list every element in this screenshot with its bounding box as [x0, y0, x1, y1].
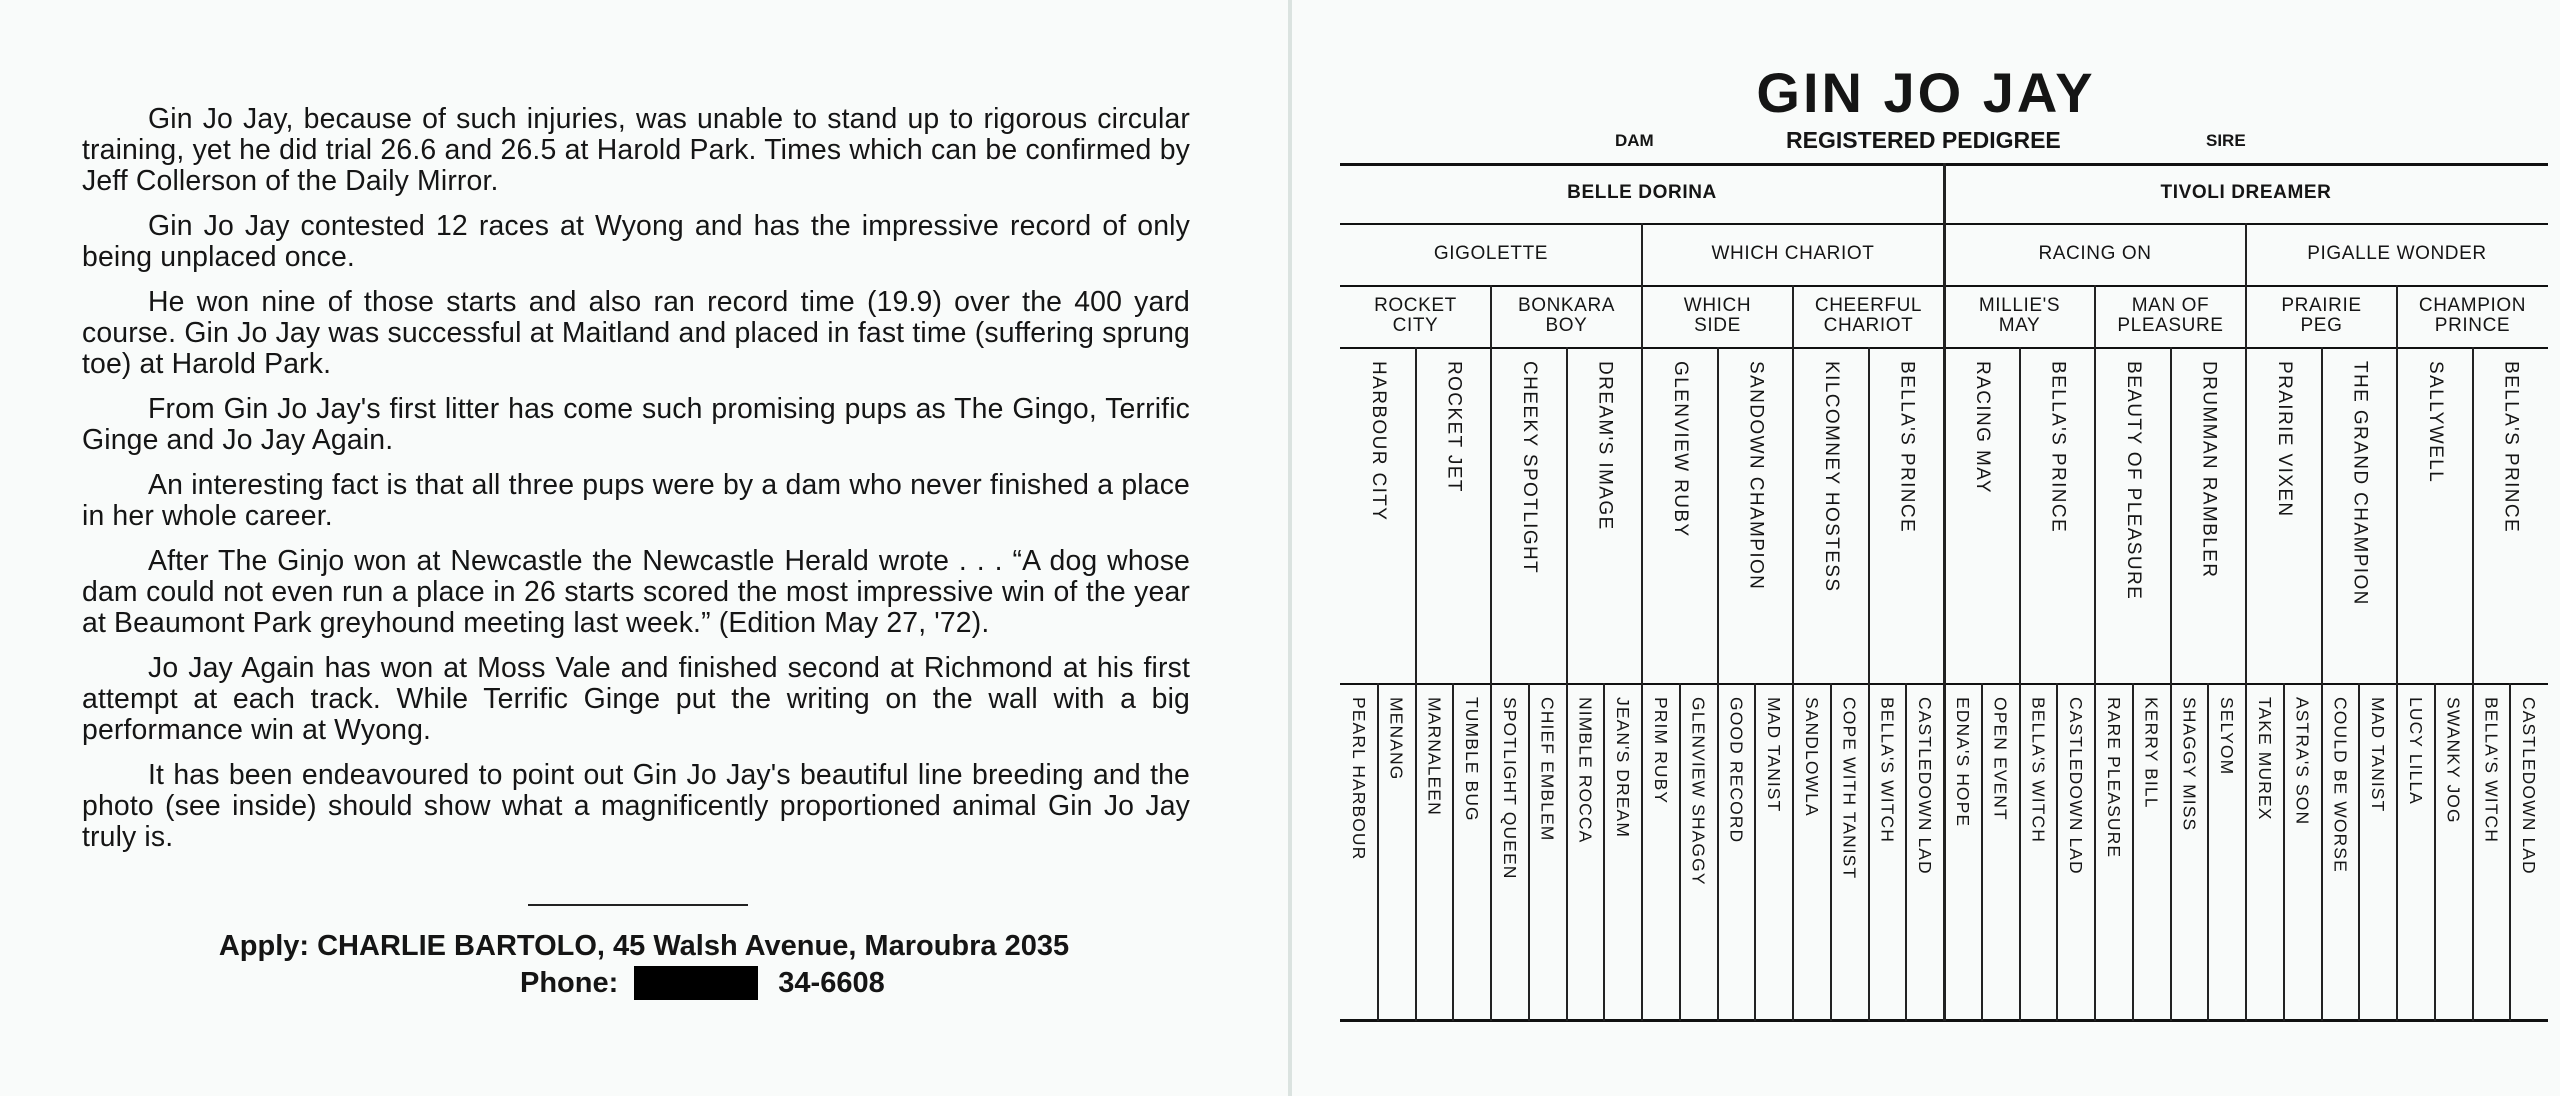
- gen5-ancestor-name: MAD TANIST: [2368, 697, 2389, 813]
- gen3-divider: [1792, 285, 1794, 1021]
- gen5-ancestor-name: MARNALEEN: [1424, 697, 1445, 816]
- gen5-ancestor-name: CHIEF EMBLEM: [1537, 697, 1558, 842]
- gen5-divider: [1452, 683, 1454, 1021]
- story-paragraph: After The Ginjo won at Newcastle the Newcastle Herald wrote . . . “A dog whose dam could not even run a place in 26 starts scored the most impressive win of the year at Beaumont Park greyhound meeting last week.” (Edition May 27, '72).: [82, 545, 1190, 639]
- gen5-divider: [2132, 683, 2134, 1021]
- gen5-ancestor-name: JEAN'S DREAM: [1613, 697, 1634, 839]
- gen4-ancestor-name: BELLA'S PRINCE: [1896, 361, 1918, 534]
- story-paragraph: An interesting fact is that all three pups were by a dam who never finished a place in her whole career.: [82, 469, 1190, 532]
- redaction-bar: [634, 966, 758, 1000]
- gen5-divider: [1679, 683, 1681, 1021]
- gen5-ancestor-name: TAKE MUREX: [2254, 697, 2275, 821]
- parent-name: BELLE DORINA: [1567, 182, 1717, 203]
- story-paragraph: From Gin Jo Jay's first litter has come such promising pups as The Gingo, Terrific Ginge and Jo Jay Again.: [82, 393, 1190, 456]
- gen5-ancestor-name: NIMBLE ROCCA: [1575, 697, 1596, 844]
- gen4-ancestor-name: KILCOMNEY HOSTESS: [1820, 361, 1842, 593]
- gen5-divider: [1377, 683, 1379, 1021]
- gen5-ancestor-name: LUCY LILLA: [2405, 697, 2426, 805]
- gen5-divider: [1603, 683, 1605, 1021]
- name-line: PRAIRIE: [2281, 295, 2362, 316]
- pedigree-subtitle: REGISTERED PEDIGREE: [1786, 127, 2061, 153]
- name-line: ROCKET: [1374, 295, 1457, 316]
- phone-label: Phone:: [520, 967, 619, 1000]
- gen4-ancestor-name: PRAIRIE VIXEN: [2273, 361, 2295, 518]
- gen5-divider: [1830, 683, 1832, 1021]
- gen4-ancestor-name: THE GRAND CHAMPION: [2349, 361, 2371, 606]
- name-line: MILLIE'S: [1978, 295, 2061, 316]
- gen5-divider: [2207, 683, 2209, 1021]
- gen5-divider: [2358, 683, 2360, 1021]
- gen4-divider: [1566, 347, 1568, 1021]
- gen5-ancestor-name: CASTLEDOWN LAD: [1915, 697, 1936, 875]
- gen5-divider: [2509, 683, 2511, 1021]
- gen4-ancestor-name: ROCKET JET: [1443, 361, 1465, 493]
- apply-contact: Apply: CHARLIE BARTOLO, 45 Walsh Avenue, Maroubra 2035: [218, 930, 1070, 962]
- gen4-ancestor-name: SANDOWN CHAMPION: [1745, 361, 1767, 591]
- gen4-ancestor-name: DRUMMAN RAMBLER: [2198, 361, 2220, 579]
- gen4-divider: [1415, 347, 1417, 1021]
- story-paragraph: It has been endeavoured to point out Gin Jo Jay's beautiful line breeding and the photo (see inside) should show what a magnificently proportioned animal Gin Jo Jay truly is.: [82, 759, 1190, 853]
- great-grandparent-name: [2246, 285, 2397, 347]
- gen5-ancestor-name: MENANG: [1386, 697, 1407, 781]
- gen4-ancestor-name: BELLA'S PRINCE: [2500, 361, 2522, 534]
- grandparent-name: GIGOLETTE: [1433, 243, 1549, 264]
- gen5-ancestor-name: BELLA'S WITCH: [2481, 697, 2502, 844]
- gen4-ancestor-name: BEAUTY OF PLEASURE: [2122, 361, 2144, 601]
- name-line: BONKARA: [1517, 295, 1616, 316]
- great-grandparent-name: [1944, 285, 2095, 347]
- gen5-ancestor-name: SPOTLIGHT QUEEN: [1499, 697, 1520, 880]
- gen5-ancestor-name: SHAGGY MISS: [2179, 697, 2200, 832]
- name-line: PRINCE: [2434, 315, 2511, 336]
- grandparent-name: RACING ON: [2038, 243, 2152, 264]
- story-paragraph: Gin Jo Jay, because of such injuries, was unable to stand up to rigorous circular training, yet he did trial 26.6 and 26.5 at Harold Park. Times which can be confirmed by Jeff Collerson of the Daily Mirror.: [82, 103, 1190, 197]
- sire-label: SIRE: [2206, 131, 2246, 150]
- name-line: MAY: [1998, 315, 2041, 336]
- gen4-divider: [1868, 347, 1870, 1021]
- gen5-divider: [1981, 683, 1983, 1021]
- gen4-ancestor-name: HARBOUR CITY: [1367, 361, 1389, 522]
- name-line: CHAMPION: [2418, 295, 2527, 316]
- gen3-divider: [2396, 285, 2398, 1021]
- grandparent-name: WHICH CHARIOT: [1711, 243, 1875, 264]
- story-paragraph: Jo Jay Again has won at Moss Vale and finished second at Richmond at his first attempt at each track. While Terrific Ginge put the writing on the wall with a big performance win at Wyong.: [82, 652, 1190, 746]
- gen5-ancestor-name: GOOD RECORD: [1726, 697, 1747, 844]
- gen5-ancestor-name: MAD TANIST: [1764, 697, 1785, 813]
- gen5-ancestor-name: TUMBLE BUG: [1462, 697, 1483, 822]
- gen5-ancestor-name: COULD BE WORSE: [2330, 697, 2351, 873]
- gen5-ancestor-name: ASTRA'S SON: [2292, 697, 2313, 826]
- gen5-divider: [2434, 683, 2436, 1021]
- name-line: MAN OF: [2131, 295, 2210, 316]
- gen4-ancestor-name: CHEEKY SPOTLIGHT: [1518, 361, 1540, 575]
- gen5-divider: [2283, 683, 2285, 1021]
- gen5-ancestor-name: CASTLEDOWN LAD: [2066, 697, 2087, 875]
- name-line: PEG: [2300, 315, 2343, 336]
- gen5-ancestor-name: BELLA'S WITCH: [2028, 697, 2049, 844]
- gen5-divider: [1754, 683, 1756, 1021]
- gen4-divider: [2472, 347, 2474, 1021]
- gen4-divider: [2019, 347, 2021, 1021]
- gen5-ancestor-name: PEARL HARBOUR: [1348, 697, 1369, 861]
- dam-label: DAM: [1615, 131, 1654, 150]
- phone-line: [520, 962, 885, 1002]
- name-line: CHARIOT: [1823, 315, 1914, 336]
- gen5-divider: [1528, 683, 1530, 1021]
- story-paragraph: He won nine of those starts and also ran record time (19.9) over the 400 yard course. Gin Jo Jay was successful at Maitland and placed in fast time (suffering sprung toe) at Harold Park.: [82, 286, 1190, 380]
- gen5-ancestor-name: SELYOM: [2217, 697, 2238, 776]
- gen4-ancestor-name: SALLYWELL: [2424, 361, 2446, 484]
- name-line: SIDE: [1694, 315, 1741, 336]
- story-paragraph: Gin Jo Jay contested 12 races at Wyong and has the impressive record of only being unplaced once.: [82, 210, 1190, 273]
- story-text: [82, 104, 1190, 867]
- phone-number: 34-6608: [778, 967, 885, 1000]
- name-line: CITY: [1392, 315, 1439, 336]
- parent-name: TIVOLI DREAMER: [2160, 182, 2332, 203]
- gen4-ancestor-name: GLENVIEW RUBY: [1669, 361, 1691, 538]
- gen5-ancestor-name: GLENVIEW SHAGGY: [1688, 697, 1709, 886]
- gen4-divider: [2321, 347, 2323, 1021]
- grandparent-name: PIGALLE WONDER: [2307, 243, 2487, 264]
- gen5-ancestor-name: PRIM RUBY: [1650, 697, 1671, 805]
- pedigree-table: [1340, 163, 2548, 1021]
- gen4-divider: [2170, 347, 2172, 1021]
- gen5-divider: [1905, 683, 1907, 1021]
- divider-rule: [528, 904, 748, 906]
- gen4-divider: [1717, 347, 1719, 1021]
- gen5-ancestor-name: COPE WITH TANIST: [1839, 697, 1860, 880]
- gen4-ancestor-name: BELLA'S PRINCE: [2047, 361, 2069, 534]
- gen3-divider: [2094, 285, 2096, 1021]
- great-grandparent-name: [1642, 285, 1793, 347]
- gen5-ancestor-name: SANDLOWLA: [1801, 697, 1822, 817]
- gen5-ancestor-name: CASTLEDOWN LAD: [2519, 697, 2540, 875]
- gen5-ancestor-name: OPEN EVENT: [1990, 697, 2011, 821]
- gen5-ancestor-name: BELLA'S WITCH: [1877, 697, 1898, 844]
- gen5-divider: [2056, 683, 2058, 1021]
- great-grandparent-name: [1793, 285, 1944, 347]
- name-line: BOY: [1545, 315, 1588, 336]
- great-grandparent-name: [1491, 285, 1642, 347]
- name-line: PLEASURE: [2117, 315, 2224, 336]
- gen5-ancestor-name: KERRY BILL: [2141, 697, 2162, 809]
- gen5-ancestor-name: EDNA'S HOPE: [1952, 697, 1973, 828]
- gen3-divider: [1490, 285, 1492, 1021]
- page-title: GIN JO JAY: [1756, 61, 2096, 124]
- gen4-ancestor-name: DREAM'S IMAGE: [1594, 361, 1616, 531]
- great-grandparent-name: [1340, 285, 1491, 347]
- gen5-ancestor-name: SWANKY JOG: [2443, 697, 2464, 824]
- name-line: WHICH: [1683, 295, 1752, 316]
- gen5-ancestor-name: RARE PLEASURE: [2103, 697, 2124, 859]
- name-line: CHEERFUL: [1814, 295, 1923, 316]
- gen4-ancestor-name: RACING MAY: [1971, 361, 1993, 494]
- great-grandparent-name: [2095, 285, 2246, 347]
- great-grandparent-name: [2397, 285, 2548, 347]
